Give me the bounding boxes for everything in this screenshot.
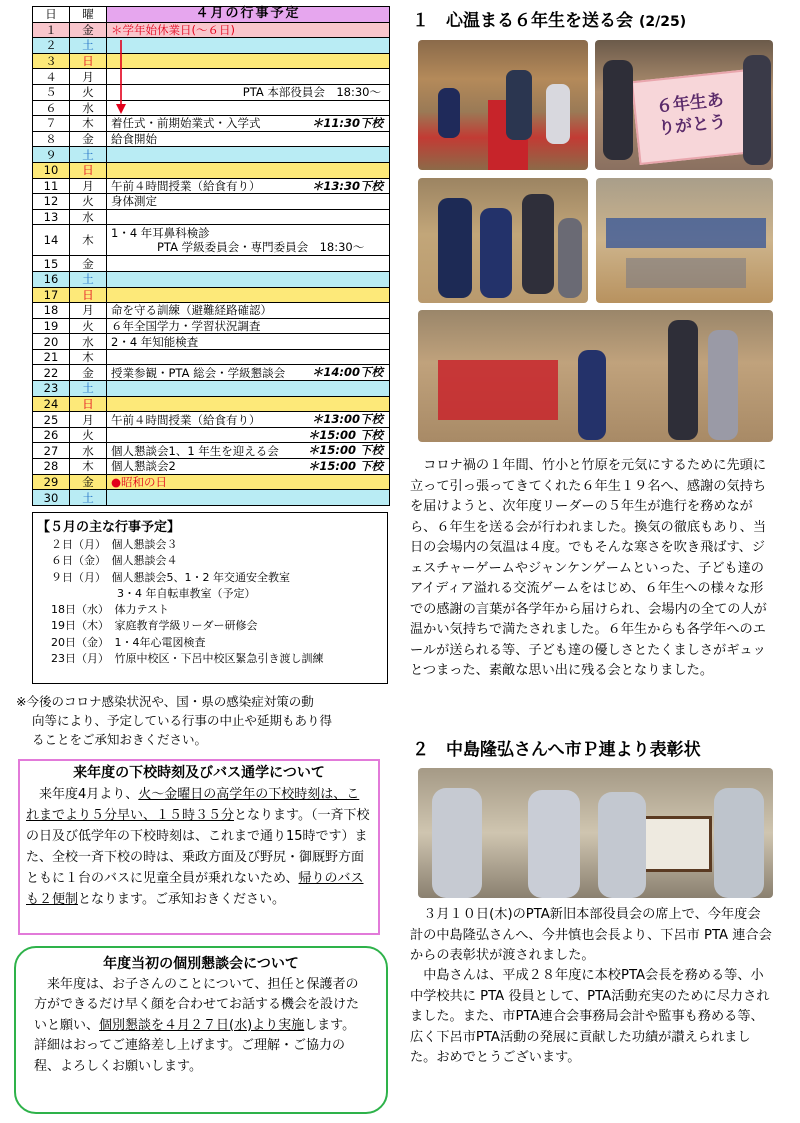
event-cell [107, 209, 390, 225]
schedule-row [33, 287, 390, 303]
weekday-cell: 月 [70, 69, 107, 85]
event-cell [107, 53, 390, 69]
pta-meeting-text: PTA 本部役員会 18:30～ [242, 84, 381, 99]
bus-heading: 来年度の下校時刻及びバス通学について [73, 765, 325, 781]
event-text: ６年全国学力・学習状況調査 [111, 318, 261, 333]
day-cell: 11 [33, 178, 70, 194]
day-cell: 10 [33, 162, 70, 178]
event-text: 2・4 年知能検査 [111, 334, 199, 349]
may-event-line: 19日（木） 家庭教育学級リーダー研修会 [51, 619, 258, 633]
weekday-cell: 木 [70, 116, 107, 132]
day-cell: ４ [33, 69, 70, 85]
event-cell [107, 381, 390, 397]
schedule-row [33, 69, 390, 85]
schedule-row [33, 100, 390, 116]
photo-hall [418, 310, 773, 442]
note-line: 向等により、予定している行事の中止や延期もあり得 [32, 713, 333, 728]
weekday-cell: 月 [70, 303, 107, 319]
section2-body2: 中島さんは、平成２８年度に本校PTA会長を務める等、小中学校共に PTA 役員として、PTA活動充実のために尽力されました。また、市PTA連合会事務局会計や監事も務める等、広く下呂市PTA活動の発展に貢献した功績が讃えられました。おめでとうございます。 [410, 968, 770, 1065]
event-cell [107, 303, 390, 319]
schedule-row [33, 349, 390, 365]
weekday-cell: 水 [70, 100, 107, 116]
meeting-underline-date: 個別懇談を４月２７日(水)より実施 [99, 1017, 305, 1033]
may-event-line: 18日（水） 体力テスト [51, 603, 170, 617]
schedule-row [33, 271, 390, 287]
event-text: ●昭和の日 [111, 474, 168, 489]
day-cell: 27 [33, 443, 70, 459]
day-cell: 14 [33, 225, 70, 256]
day-cell: 30 [33, 490, 70, 506]
dismissal-time: ＊15:00 下校 [307, 459, 383, 474]
photo-gym [596, 178, 773, 303]
weekday-cell: 土 [70, 38, 107, 54]
event-text: 午前４時間授業（給食有り） [111, 178, 261, 193]
may-event-line: ６日（金） 個人懇談会４ [51, 554, 178, 568]
covid-note [16, 692, 386, 749]
day-cell: 20 [33, 334, 70, 350]
event-cell [107, 38, 390, 54]
day-cell: ５ [33, 84, 70, 100]
meeting-text: します。詳細はおってご連絡差し上げます。ご理解・ご協力の程、よろしくお願いします。 [34, 1017, 356, 1074]
weekday-cell: 土 [70, 381, 107, 397]
event-cell [107, 443, 390, 459]
weekday-cell: 金 [70, 256, 107, 272]
event-cell [107, 178, 390, 194]
schedule-row [33, 22, 390, 38]
bus-text: となります。（一斉下校の日及び低学年の下校時刻は、これまで通り15時です）また、全校一斉下校の時は、乗政方面及び野尻・御厩野方面ともに１台のバスに児童全員が乗れないため、 [26, 808, 370, 886]
section1-title [412, 6, 686, 31]
schedule-row [33, 303, 390, 319]
day-cell: 26 [33, 427, 70, 443]
weekday-cell: 金 [70, 474, 107, 490]
event-cell [107, 474, 390, 490]
weekday-cell: 水 [70, 209, 107, 225]
section2-title: ２ 中島隆弘さんへ市Ｐ連より表彰状 [412, 740, 701, 760]
weekday-cell: 水 [70, 443, 107, 459]
schedule-row [33, 443, 390, 459]
weekday-cell: 月 [70, 178, 107, 194]
event-cell [107, 427, 390, 443]
banner-text: ６年生ありがとう [655, 90, 728, 140]
day-cell: 18 [33, 303, 70, 319]
weekday-cell: 火 [70, 194, 107, 210]
event-cell [107, 396, 390, 412]
weekday-cell: 木 [70, 459, 107, 475]
weekday-cell: 木 [70, 225, 107, 256]
schedule-row [33, 318, 390, 334]
event-cell [107, 162, 390, 178]
event-cell [107, 349, 390, 365]
schedule-row [33, 412, 390, 428]
event-cell [107, 147, 390, 163]
day-cell: ９ [33, 147, 70, 163]
day-cell: １ [33, 22, 70, 38]
photo-banner [595, 40, 773, 170]
may-event-line: ２日（月） 個人懇談会３ [51, 538, 178, 551]
schedule-row [33, 162, 390, 178]
weekday-cell: 月 [70, 412, 107, 428]
photo-game [418, 178, 588, 303]
day-cell: 23 [33, 381, 70, 397]
schedule-row [33, 334, 390, 350]
may-event-line: 23日（月） 竹原中校区・下呂中校区緊急引き渡し訓練 [51, 652, 324, 666]
down-arrow-icon [115, 40, 127, 116]
day-cell: 17 [33, 287, 70, 303]
header-weekday: 曜 [70, 7, 107, 23]
day-cell: ６ [33, 100, 70, 116]
day-cell: 28 [33, 459, 70, 475]
event-text: 命を守る訓練（避難経路確認） [111, 303, 272, 318]
dismissal-time: ＊14:00下校 [311, 365, 383, 380]
meeting-body [34, 975, 368, 1078]
day-cell: ７ [33, 116, 70, 132]
weekday-cell: 水 [70, 334, 107, 350]
photo-procession [418, 40, 588, 170]
bus-text: となります。ご承知おきください。 [78, 892, 285, 907]
day-cell: 12 [33, 194, 70, 210]
event-cell [107, 22, 390, 38]
section1-body: コロナ禍の１年間、竹小と竹原を元気にするために先頭に立って引っ張ってきてくれた６年生１９名へ、感謝の気持ちを届けようと、次年度リーダーの５年生が進行を務めながら、６年生を送る会が行われました。換気の徹底もあり、当日の会場内の気温は４度。でもそんな寒さを吹き飛ばす、ジェスチャーゲームやジャンケンゲームといった、子ども達のアイディア溢れる交流ゲームをはじめ、６年生への様々な形での感謝の言葉が各学年から届けられ、会場内の全ての人が温かい気持ちで満たされました。６年生からも各学年へのエールが送られる等、子ども達の優しさとたくましさがギュッとつまった、素敵な思い出に残る会となりました。 [410, 458, 767, 678]
event-cell [107, 287, 390, 303]
note-line: ることをご承知おきください。 [32, 732, 208, 747]
may-event-line: 3・4 年自転車教室（予定） [51, 586, 256, 600]
day-cell: 29 [33, 474, 70, 490]
event-cell [107, 84, 390, 100]
schedule-row [33, 256, 390, 272]
event-cell [107, 116, 390, 132]
weekday-cell: 金 [70, 365, 107, 381]
day-cell: 22 [33, 365, 70, 381]
schedule-row [33, 396, 390, 412]
bus-body [26, 784, 372, 910]
day-cell: 25 [33, 412, 70, 428]
weekday-cell: 土 [70, 490, 107, 506]
schedule-row [33, 381, 390, 397]
event-cell [107, 271, 390, 287]
may-event-line: ９日（月） 個人懇談会5、1・2 年交通安全教室 [51, 570, 290, 584]
event-text: 授業参観・PTA 総会・学級懇談会 [111, 365, 286, 380]
event-cell [107, 459, 390, 475]
event-text: 個人懇談会1、1 年生を迎える会 [111, 443, 279, 458]
may-events-box [32, 512, 388, 684]
dismissal-time: ＊15:00 下校 [307, 427, 383, 442]
schedule-row [33, 194, 390, 210]
schedule-row [33, 84, 390, 100]
individual-meeting-box [14, 946, 388, 1114]
schedule-row [33, 38, 390, 54]
schedule-row [33, 490, 390, 506]
dismissal-time: ＊15:00 下校 [307, 443, 383, 458]
weekday-cell: 日 [70, 162, 107, 178]
day-cell: 21 [33, 349, 70, 365]
day-cell: ８ [33, 131, 70, 147]
event-cell [107, 318, 390, 334]
weekday-cell: 日 [70, 396, 107, 412]
schedule-row [33, 225, 390, 256]
table-title: ４月の行事予定 [107, 7, 390, 23]
event-text-second: PTA 学級委員会・専門委員会 18:30～ [157, 240, 365, 255]
bus-underline-time: 火～金曜日の高学年の下校時刻は、これまでより５分早い、１５時３５分 [26, 787, 360, 823]
bus-text: 来年度4月より、 [39, 787, 139, 802]
event-cell [107, 194, 390, 210]
dismissal-time: ＊13:30下校 [311, 178, 383, 193]
weekday-cell: 土 [70, 271, 107, 287]
schedule-row [33, 365, 390, 381]
event-cell [107, 412, 390, 428]
day-cell: 15 [33, 256, 70, 272]
event-cell [107, 100, 390, 116]
weekday-cell: 火 [70, 427, 107, 443]
weekday-cell: 金 [70, 131, 107, 147]
weekday-cell: 日 [70, 287, 107, 303]
event-cell [107, 69, 390, 85]
schedule-row [33, 131, 390, 147]
section1-title-text: １ 心温まる６年生を送る会 [412, 11, 633, 31]
weekday-cell: 木 [70, 349, 107, 365]
event-text: 身体測定 [111, 194, 157, 209]
header-day: 日 [33, 7, 70, 23]
day-cell: 16 [33, 271, 70, 287]
event-text: 着任式・前期始業式・入学式 [111, 116, 261, 131]
schedule-row [33, 53, 390, 69]
section2-body1: ３月１０日(木)のPTA新旧本部役員会の席上で、今年度会計の中島隆弘さんへ、今井慎也会長より、下呂市 PTA 連合会からの表彰状が渡されました。 [410, 907, 772, 963]
schedule-row [33, 209, 390, 225]
april-schedule-table [32, 6, 390, 506]
dismissal-time: ＊11:30下校 [311, 116, 383, 131]
day-cell: 24 [33, 396, 70, 412]
note-line: ※今後のコロナ感染状況や、国・県の感染症対策の動 [16, 694, 314, 709]
weekday-cell: 金 [70, 22, 107, 38]
weekday-cell: 火 [70, 84, 107, 100]
section1-date: (2/25) [639, 14, 687, 30]
weekday-cell: 火 [70, 318, 107, 334]
schedule-row [33, 147, 390, 163]
event-text: 個人懇談会2 [111, 459, 176, 474]
photo-award [418, 768, 773, 898]
meeting-heading: 年度当初の個別懇談会について [103, 956, 299, 972]
schedule-row [33, 474, 390, 490]
bus-notice-box [18, 759, 380, 935]
day-cell: ３ [33, 53, 70, 69]
event-cell [107, 365, 390, 381]
event-cell [107, 225, 390, 256]
may-event-line: 20日（金） 1・4年心電図検査 [51, 635, 206, 649]
schedule-body [33, 22, 390, 505]
event-cell [107, 490, 390, 506]
day-cell: 13 [33, 209, 70, 225]
event-text: ＊学年始休業日(～６日) [111, 22, 235, 37]
event-text: 1・4 年耳鼻科検診 [111, 226, 210, 241]
schedule-row [33, 427, 390, 443]
event-text: 給食開始 [111, 132, 157, 147]
event-cell [107, 131, 390, 147]
schedule-row [33, 459, 390, 475]
meeting-text: 来年度は、お子さんのことについて、担任と保護者の方ができるだけ早く顔を合わせてお話する機会を設けたいと願い、 [34, 976, 360, 1033]
day-cell: 19 [33, 318, 70, 334]
may-heading: 【５月の主な行事予定】 [37, 520, 181, 535]
schedule-row [33, 116, 390, 132]
bus-underline-two-runs: 帰りのバスも２便制 [26, 871, 364, 907]
weekday-cell: 土 [70, 147, 107, 163]
event-text: 午前４時間授業（給食有り） [111, 412, 261, 427]
event-cell [107, 334, 390, 350]
day-cell: ２ [33, 38, 70, 54]
event-cell [107, 256, 390, 272]
weekday-cell: 日 [70, 53, 107, 69]
schedule-row [33, 178, 390, 194]
dismissal-time: ＊13:00下校 [311, 412, 383, 427]
